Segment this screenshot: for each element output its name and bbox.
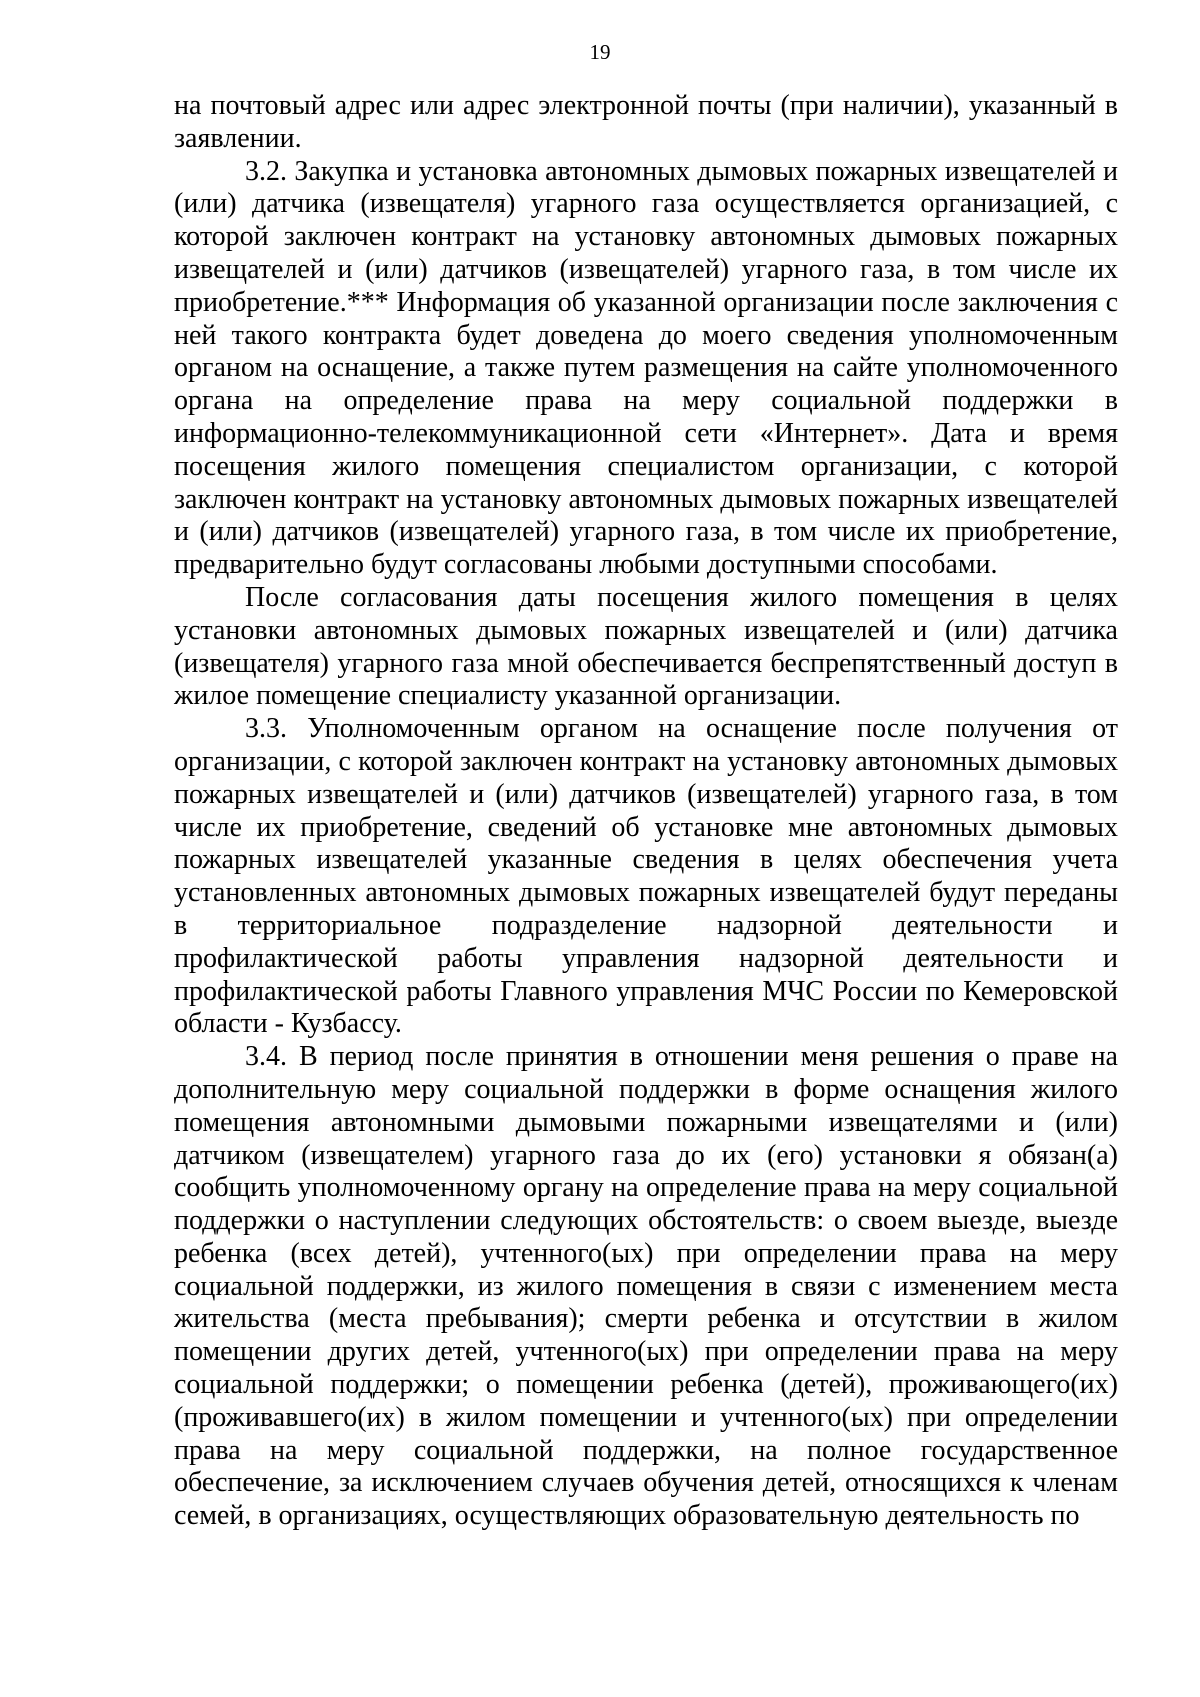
paragraph-3-2: 3.2. Закупка и установка автономных дымовых пожарных извещателей и (или) датчика (извещателя) угарного газа осуществляется организацией, с которой заключен контракт на установку автономных дымовых пожарных извещателей и (или) датчиков (извещателей) угарного газа, в том числе их приобретение.*** Информация об указанной организации после заключения с ней такого контракта будет доведена до моего сведения уполномоченным органом на оснащение, а также путем размещения на сайте уполномоченного органа на определение права на меру социальной поддержки в информационно-телекоммуникационной сети «Интернет». Дата и время посещения жилого помещения специалистом организации, с которой заключен контракт на установку автономных дымовых пожарных извещателей и (или) датчиков (извещателей) угарного газа, в том числе их приобретение, предварительно будут согласованы любыми доступными способами. xyxy=(174,155,1118,581)
document-body xyxy=(174,90,1118,1533)
paragraph-3-4: 3.4. В период после принятия в отношении меня решения о праве на дополнительную меру социальной поддержки в форме оснащения жилого помещения автономными дымовыми пожарными извещателями и (или) датчиком (извещателем) угарного газа до их (его) установки я обязан(а) сообщить уполномоченному органу на определение права на меру социальной поддержки о наступлении следующих обстоятельств: о своем выезде, выезде ребенка (всех детей), учтенного(ых) при определении права на меру социальной поддержки, из жилого помещения в связи с изменением места жительства (места пребывания); смерти ребенка и отсутствии в жилом помещении других детей, учтенного(ых) при определении права на меру социальной поддержки; о помещении ребенка (детей), проживающего(их) (проживавшего(их) в жилом помещении и учтенного(ых) при определении права на меру социальной поддержки, на полное государственное обеспечение, за исключением случаев обучения детей, относящихся к членам семей, в организациях, осуществляющих образовательную деятельность по xyxy=(174,1041,1118,1532)
page-number: 19 xyxy=(589,40,611,64)
paragraph-continuation: на почтовый адрес или адрес электронной почты (при наличии), указанный в заявлении. xyxy=(174,90,1118,154)
paragraph-access: После согласования даты посещения жилого помещения в целях установки автономных дымовых пожарных извещателей и (или) датчика (извещателя) угарного газа мной обеспечивается беспрепятственный доступ в жилое помещение специалисту указанной организации. xyxy=(174,581,1118,712)
paragraph-3-3: 3.3. Уполномоченным органом на оснащение после получения от организации, с которой заключен контракт на установку автономных дымовых пожарных извещателей и (или) датчиков (извещателей) угарного газа, в том числе их приобретение, сведений об установке мне автономных дымовых пожарных извещателей указанные сведения в целях обеспечения учета установленных автономных дымовых пожарных извещателей будут переданы в территориальное подразделение надзорной деятельности и профилактической работы управления надзорной деятельности и профилактической работы Главного управления МЧС России по Кемеровской области - Кузбассу. xyxy=(174,713,1118,1040)
